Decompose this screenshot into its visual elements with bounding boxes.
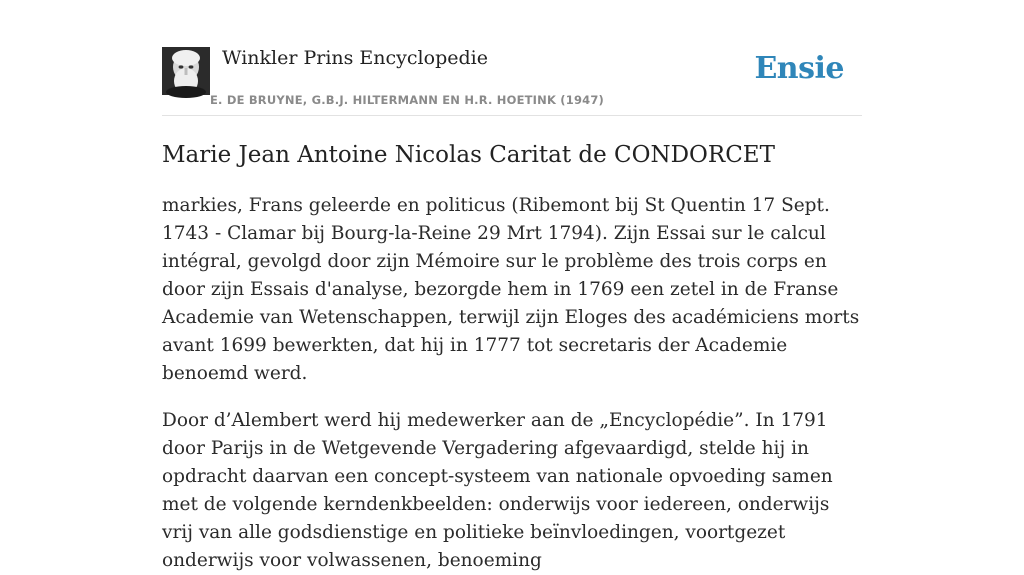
authors-line: E. DE BRUYNE, G.B.J. HILTERMANN EN H.R. HOETINK (1947) — [210, 93, 605, 107]
site-title[interactable]: Winkler Prins Encyclopedie — [222, 47, 488, 69]
author-portrait — [162, 47, 210, 95]
article-paragraph: markies, Frans geleerde en politicus (Ribemont bij St Quentin 17 Sept. 1743 - Clamar bij Bourg-la-Reine 29 Mrt 1794). Zijn Essai sur le calcul intégral, gevolgd door zijn Mémoire sur le problème des trois corps en door zijn Essais d'analyse, bezorgde hem in 1769 een zetel in de Franse Academie van Wetenschappen, terwijl zijn Eloges des académiciens morts avant 1699 bewerkten, dat hij in 1777 tot secretaris der Academie benoemd werd. — [162, 195, 860, 384]
brand-logo[interactable]: Ensie — [754, 51, 844, 86]
article-title: Marie Jean Antoine Nicolas Caritat de CONDORCET — [162, 142, 775, 168]
portrait-image — [162, 47, 210, 95]
article-paragraph: Door d’Alembert werd hij medewerker aan de „Encyclopédie”. In 1791 door Parijs in de Wetgevende Vergadering afgevaardigd, stelde hij in opdracht daarvan een concept-systeem van nationale opvoeding samen met de volgende kerndenkbeelden: onderwijs voor iedereen, onderwijs vrij van alle godsdienstige en politieke beïnvloedingen, voortgezet onderwijs voor volwassenen, benoeming — [162, 410, 833, 571]
article — [162, 138, 862, 575]
site-header — [162, 0, 862, 116]
